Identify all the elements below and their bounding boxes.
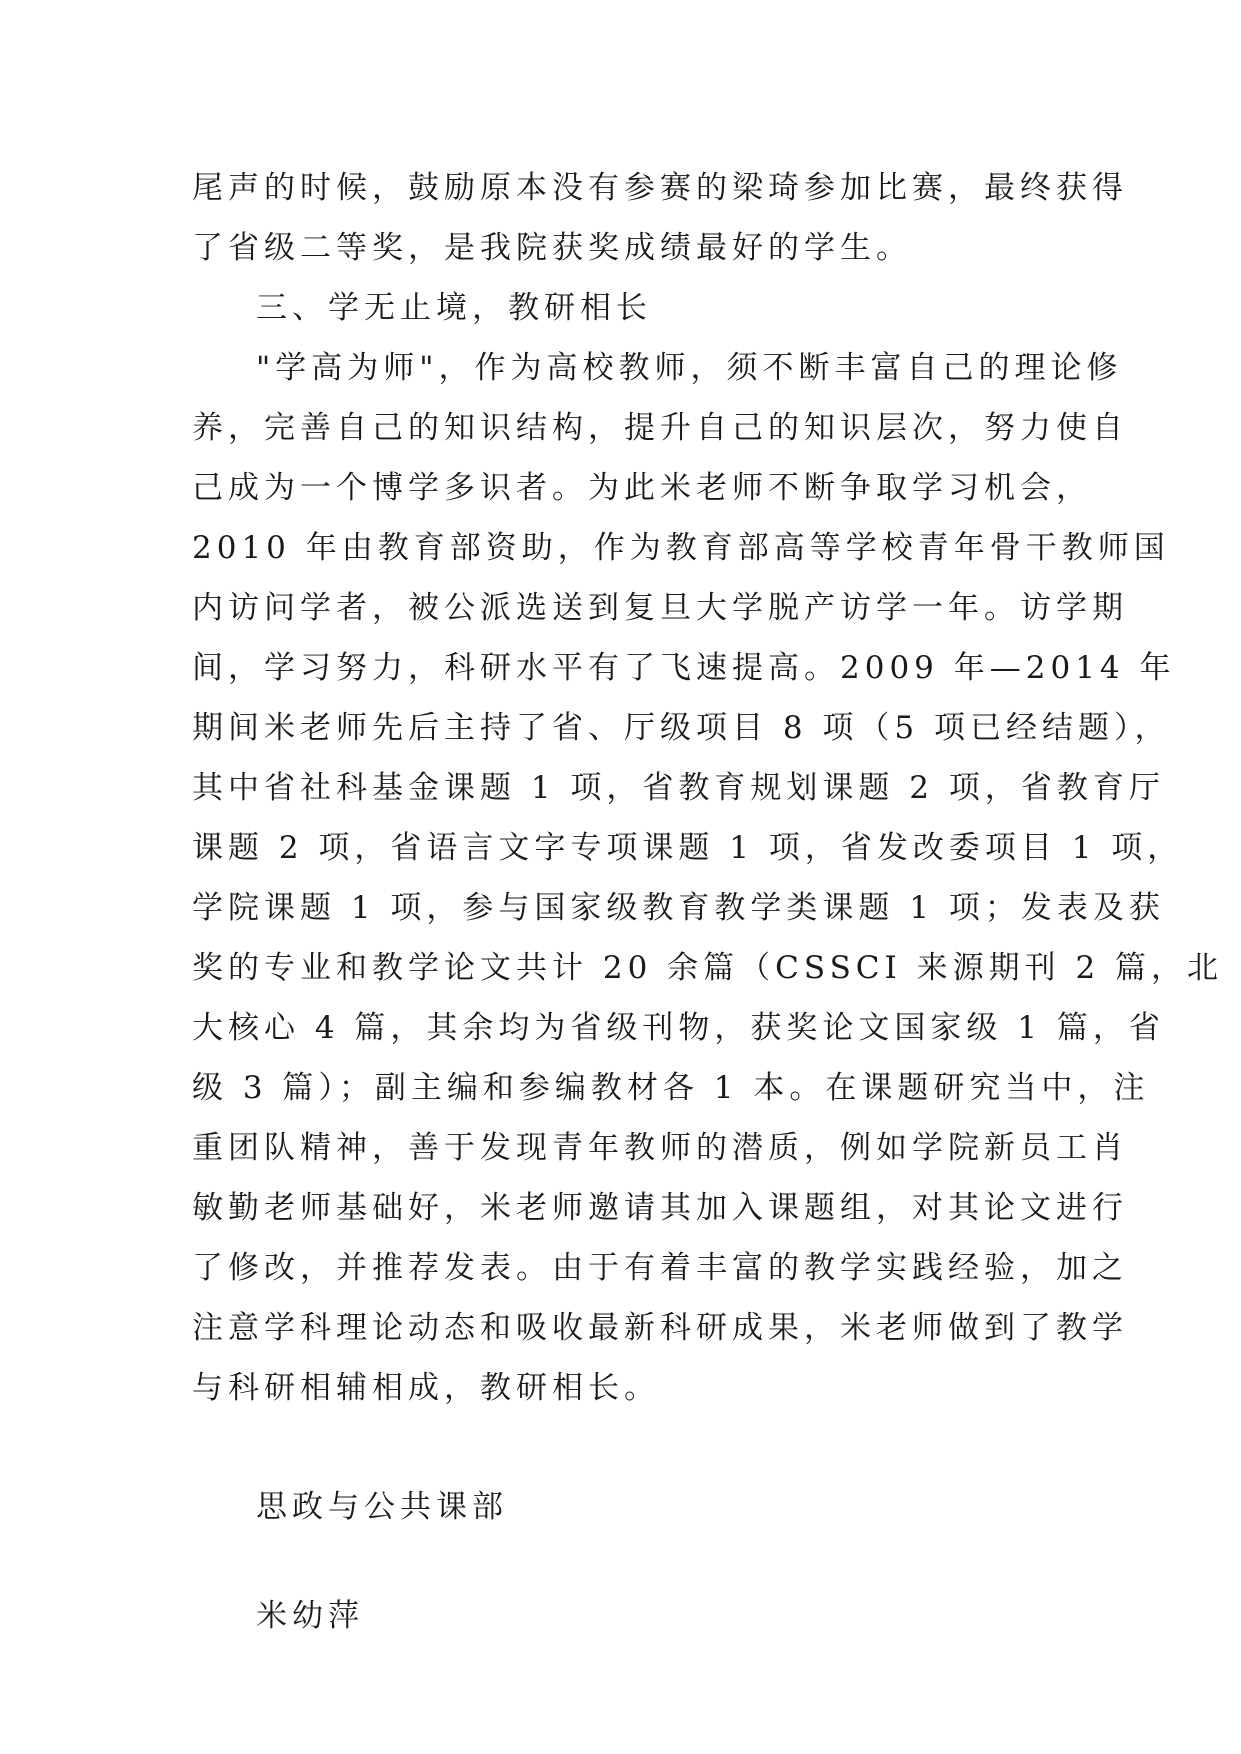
document-body [192,158,1224,1695]
department-signature: 思政与公共课部 [256,1489,508,1525]
paragraph-line: 养，完善自己的知识结构，提升自己的知识层次，努力使自 [192,410,1128,446]
paragraph-line: 己成为一个博学多识者。为此米老师不断争取学习机会， [192,470,1092,506]
author-signature: 米幼萍 [256,1598,364,1634]
paragraph-line: "学高为师"，作为高校教师，须不断丰富自己的理论修 [256,350,1123,386]
paragraph-line: 注意学科理论动态和吸收最新科研成果，米老师做到了教学 [192,1310,1128,1346]
paragraph-line: 2010 年由教育部资助，作为教育部高等学校青年骨干教师国 [192,530,1170,566]
section-heading: 三、学无止境，教研相长 [256,290,652,326]
paragraph-line: 大核心 4 篇，其余均为省级刊物，获奖论文国家级 1 篇，省 [192,1010,1165,1046]
paragraph-line: 学院课题 1 项，参与国家级教育教学类课题 1 项；发表及获 [192,890,1165,926]
paragraph-line: 其中省社科基金课题 1 项，省教育规划课题 2 项，省教育厅 [192,770,1165,806]
paragraph-line: 敏勤老师基础好，米老师邀请其加入课题组，对其论文进行 [192,1190,1128,1226]
paragraph-line: 期间米老师先后主持了省、厅级项目 8 项（5 项已经结题）， [192,710,1171,746]
paragraph-line: 尾声的时候，鼓励原本没有参赛的梁琦参加比赛，最终获得 [192,170,1128,206]
paragraph-line: 奖的专业和教学论文共计 20 余篇（CSSCI 来源期刊 2 篇，北 [192,950,1224,986]
paragraph-line: 级 3 篇）；副主编和参编教材各 1 本。在课题研究当中，注 [192,1070,1150,1106]
paragraph-line: 内访问学者，被公派选送到复旦大学脱产访学一年。访学期 [192,590,1128,626]
paragraph-line: 课题 2 项，省语言文字专项课题 1 项，省发改委项目 1 项， [192,830,1184,866]
paragraph-line: 了修改，并推荐发表。由于有着丰富的教学实践经验，加之 [192,1250,1128,1286]
paragraph-line: 了省级二等奖，是我院获奖成绩最好的学生。 [192,230,912,266]
paragraph-line: 重团队精神，善于发现青年教师的潜质，例如学院新员工肖 [192,1130,1128,1166]
paragraph-line: 与科研相辅相成，教研相长。 [192,1370,660,1406]
paragraph-line: 间，学习努力，科研水平有了飞速提高。2009 年—2014 年 [192,650,1176,686]
